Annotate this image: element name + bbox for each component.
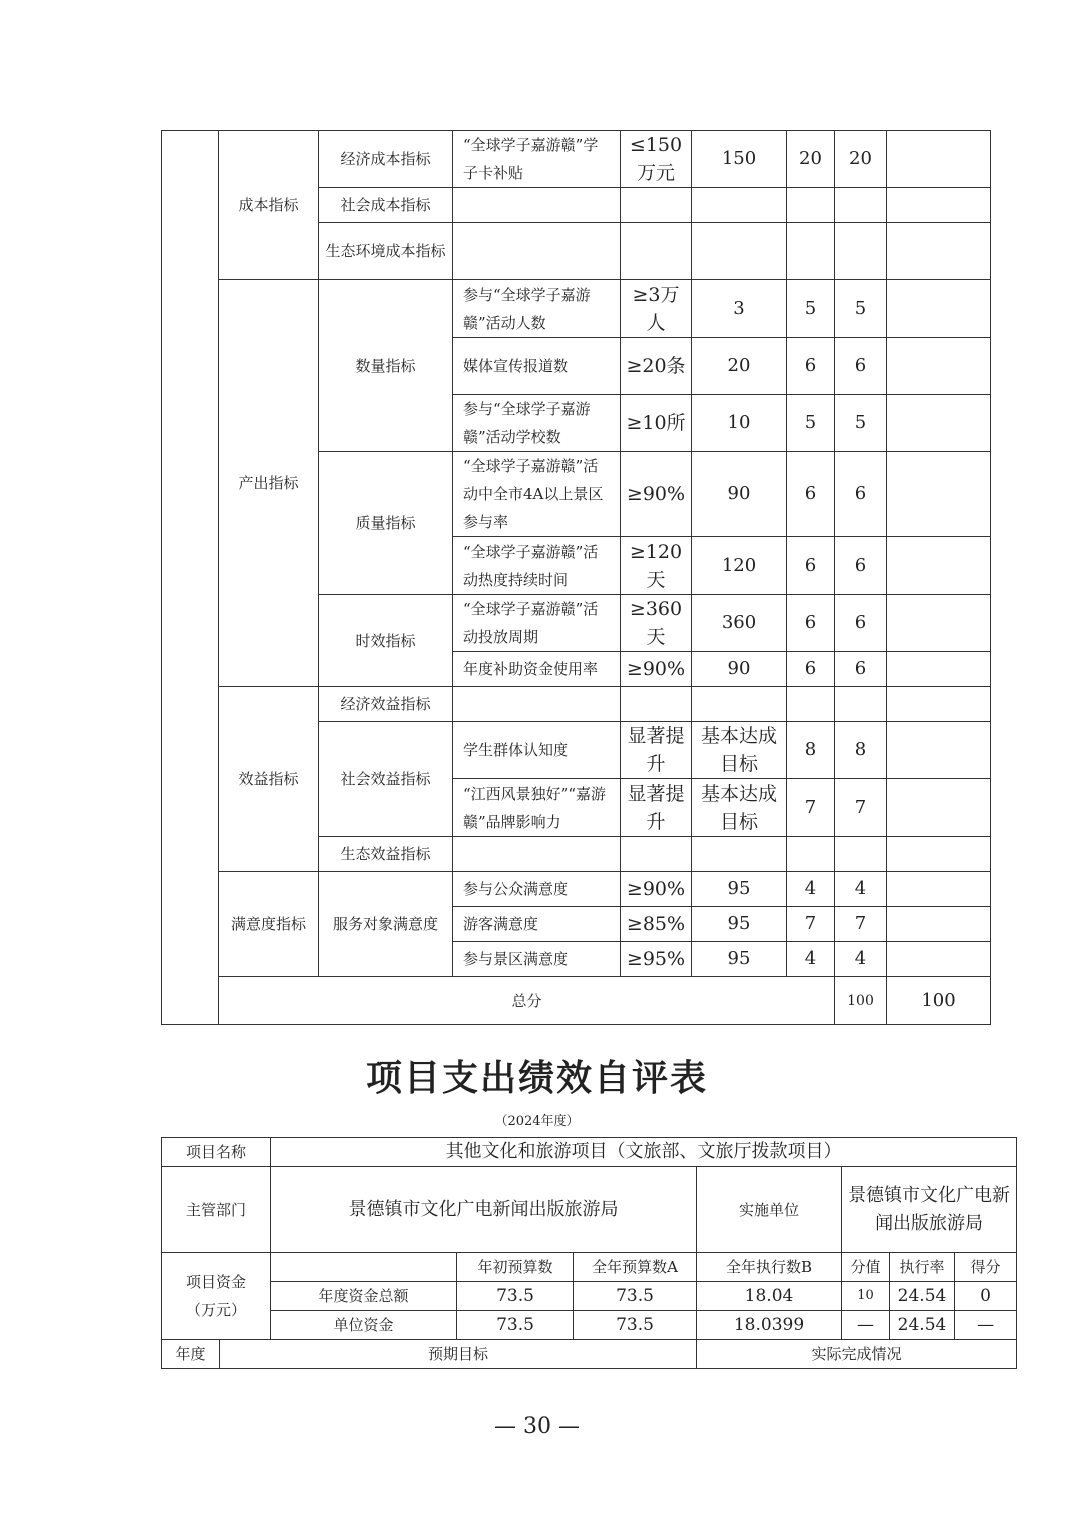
subcategory: 数量指标 — [319, 280, 453, 452]
actual-value: 基本达成目标 — [692, 779, 787, 837]
indicator: 年度补助资金使用率 — [453, 652, 621, 687]
row-label: 年度资金总额 — [271, 1282, 457, 1311]
dept-value: 景德镇市文化广电新闻出版旅游局 — [271, 1167, 697, 1253]
actual-value: 360 — [692, 595, 787, 652]
actual-value: 3 — [692, 280, 787, 338]
target-value: ≥90% — [621, 872, 692, 907]
indicator: 学生群体认知度 — [453, 722, 621, 779]
weight-value: 5 — [787, 280, 835, 338]
target-value: ≥360天 — [621, 595, 692, 652]
subcategory: 社会效益指标 — [319, 722, 453, 837]
expected-label: 预期目标 — [220, 1340, 697, 1369]
score-value: — — [955, 1311, 1017, 1340]
subcategory: 生态效益指标 — [319, 837, 453, 872]
subcategory: 生态环境成本指标 — [319, 223, 453, 280]
weight-value: 8 — [787, 722, 835, 779]
indicator: 参与“全球学子嘉游赣”活动人数 — [453, 280, 621, 338]
annual-budget: 73.5 — [574, 1282, 697, 1311]
col-header: 全年预算数A — [574, 1253, 697, 1282]
indicator: “江西风景独好”“嘉游赣”品牌影响力 — [453, 779, 621, 837]
executed-amount: 18.04 — [697, 1282, 842, 1311]
target-value: 显著提升 — [621, 779, 692, 837]
weight-value: 4 — [787, 872, 835, 907]
score-value: 0 — [955, 1282, 1017, 1311]
target-value: ≥20条 — [621, 338, 692, 395]
actual-value: 基本达成目标 — [692, 722, 787, 779]
weight-value: 20 — [787, 131, 835, 188]
initial-budget: 73.5 — [457, 1311, 574, 1340]
self-evaluation-table — [161, 1137, 1017, 1369]
col-header: 得分 — [955, 1253, 1017, 1282]
target-value: ≥120天 — [621, 537, 692, 595]
weight-value: 6 — [787, 452, 835, 537]
score-value: 6 — [835, 537, 887, 595]
indicator: 媒体宣传报道数 — [453, 338, 621, 395]
impl-label: 实施单位 — [697, 1167, 842, 1253]
section-title: 项目支出绩效自评表 — [365, 1058, 708, 1099]
level1-cell — [162, 131, 219, 1025]
target-value: ≥90% — [621, 452, 692, 537]
subcategory: 服务对象满意度 — [319, 872, 453, 977]
indicator: “全球学子嘉游赣”学子卡补贴 — [453, 131, 621, 188]
indicator: “全球学子嘉游赣”活动中全市4A以上景区参与率 — [453, 452, 621, 537]
score-value: 7 — [835, 779, 887, 837]
actual-value: 95 — [692, 907, 787, 942]
total-score: 100 — [887, 977, 991, 1025]
year-label: 年度 — [162, 1340, 220, 1369]
indicator: “全球学子嘉游赣”活动热度持续时间 — [453, 537, 621, 595]
actual-value: 120 — [692, 537, 787, 595]
target-value: ≥90% — [621, 652, 692, 687]
execution-rate: 24.54 — [890, 1311, 955, 1340]
weight-value: 7 — [787, 779, 835, 837]
target-value: ≥10所 — [621, 395, 692, 452]
score-value: 7 — [835, 907, 887, 942]
actual-value: 95 — [692, 942, 787, 977]
weight-value: 10 — [842, 1282, 890, 1311]
indicator: 参与景区满意度 — [453, 942, 621, 977]
indicator: 参与“全球学子嘉游赣”活动学校数 — [453, 395, 621, 452]
total-label: 总分 — [219, 977, 835, 1025]
subcategory: 时效指标 — [319, 595, 453, 687]
category-benefit: 效益指标 — [219, 687, 319, 872]
score-value: 4 — [835, 872, 887, 907]
actual-value: 20 — [692, 338, 787, 395]
project-name: 其他文化和旅游项目（文旅部、文旅厅拨款项目） — [271, 1138, 1017, 1167]
project-name-label: 项目名称 — [162, 1138, 271, 1167]
weight-value: 6 — [787, 652, 835, 687]
executed-amount: 18.0399 — [697, 1311, 842, 1340]
funds-label-cell — [162, 1253, 271, 1340]
subcategory: 经济效益指标 — [319, 687, 453, 722]
subcategory: 质量指标 — [319, 452, 453, 595]
target-value: ≥3万人 — [621, 280, 692, 338]
subcategory: 经济成本指标 — [319, 131, 453, 188]
category-satisfaction — [219, 872, 319, 977]
total-weight: 100 — [835, 977, 887, 1025]
weight-value: 6 — [787, 595, 835, 652]
weight-value: 4 — [787, 942, 835, 977]
score-value: 6 — [835, 595, 887, 652]
score-value: 20 — [835, 131, 887, 188]
initial-budget: 73.5 — [457, 1282, 574, 1311]
actual-value: 95 — [692, 872, 787, 907]
col-header: 年初预算数 — [457, 1253, 574, 1282]
section-year: （2024年度） — [494, 1114, 580, 1129]
target-value: ≤150万元 — [621, 131, 692, 188]
score-value: 6 — [835, 652, 887, 687]
execution-rate: 24.54 — [890, 1282, 955, 1311]
category-cost: 成本指标 — [219, 131, 319, 280]
actual-label: 实际完成情况 — [697, 1340, 1017, 1369]
score-value: 6 — [835, 338, 887, 395]
weight-value: 5 — [787, 395, 835, 452]
indicator: “全球学子嘉游赣”活动投放周期 — [453, 595, 621, 652]
category-output: 产出指标 — [219, 280, 319, 687]
actual-value: 10 — [692, 395, 787, 452]
actual-value: 90 — [692, 652, 787, 687]
score-value: 4 — [835, 942, 887, 977]
score-value: 6 — [835, 452, 887, 537]
impl-value: 景德镇市文化广电新闻出版旅游局 — [842, 1167, 1017, 1253]
col-header: 执行率 — [890, 1253, 955, 1282]
col-header: 分值 — [842, 1253, 890, 1282]
indicator: 游客满意度 — [453, 907, 621, 942]
weight-value: 6 — [787, 338, 835, 395]
annual-budget: 73.5 — [574, 1311, 697, 1340]
actual-value: 150 — [692, 131, 787, 188]
performance-indicator-table — [161, 130, 991, 1025]
category-label: 满意度指标 — [230, 915, 306, 933]
weight-value: 6 — [787, 537, 835, 595]
weight-value: 7 — [787, 907, 835, 942]
target-value: 显著提升 — [621, 722, 692, 779]
col-header: 全年执行数B — [697, 1253, 842, 1282]
target-value: ≥95% — [621, 942, 692, 977]
subcategory: 社会成本指标 — [319, 188, 453, 223]
page-number: — 30 — — [494, 1414, 580, 1439]
actual-value: 90 — [692, 452, 787, 537]
score-value: 5 — [835, 280, 887, 338]
target-value: ≥85% — [621, 907, 692, 942]
funds-label: 项目资金（万元） — [185, 1273, 246, 1319]
score-value: 5 — [835, 395, 887, 452]
score-value: 8 — [835, 722, 887, 779]
row-label: 单位资金 — [271, 1311, 457, 1340]
dept-label: 主管部门 — [162, 1167, 271, 1253]
weight-value: — — [842, 1311, 890, 1340]
indicator: 参与公众满意度 — [453, 872, 621, 907]
remark-cell — [887, 131, 991, 188]
